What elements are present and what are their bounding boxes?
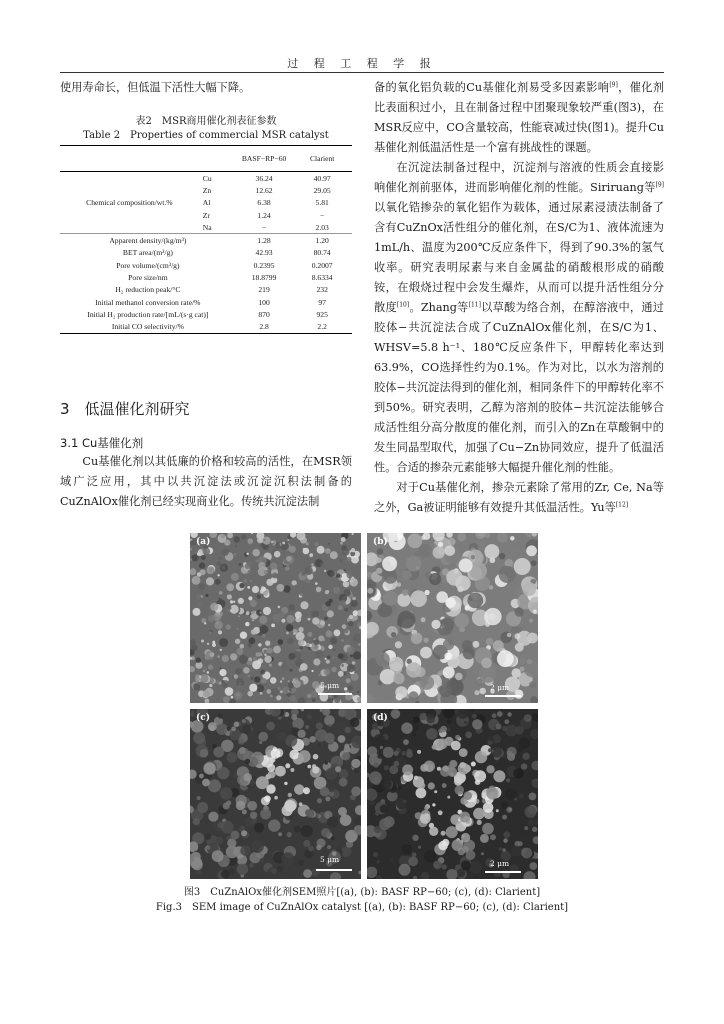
value-cell: − <box>261 222 267 232</box>
citation: [10] <box>396 301 410 309</box>
scale-bar <box>485 871 521 873</box>
text-run: 对于Cu基催化剂，掺杂元素除了常用的Zr, Ce, Na等之外，Ga被证明能够有效提升其低温活性。Yu等 <box>374 481 664 514</box>
table-caption-cn: 表2 MSR商用催化剂表征参数 <box>135 116 277 127</box>
subsection-heading: 3.1 Cu基催化剂 <box>60 436 144 450</box>
left-column-bottom <box>60 452 352 512</box>
value-cell: 232 <box>316 285 328 295</box>
row-label <box>60 184 199 196</box>
table-row <box>60 209 352 221</box>
value-cell: 1.24 <box>257 210 271 220</box>
left-column-top <box>60 78 352 98</box>
row-label: H₂ reduction peak/°C <box>115 285 181 295</box>
value-cell: 2.2 <box>317 322 327 332</box>
paragraph: 使用寿命长，但低温下活性大幅下降。 <box>60 81 251 94</box>
table-row <box>60 321 352 334</box>
citation: [9] <box>609 81 618 89</box>
value-cell: − <box>320 210 325 220</box>
row-label: Initial H₂ production rate/[mL/(s·g cat)] <box>87 309 209 319</box>
right-column <box>374 78 664 518</box>
value-cell: 6.38 <box>257 198 271 208</box>
row-label <box>60 209 199 221</box>
journal-header: 过 程 工 程 学 报 <box>287 57 437 70</box>
properties-table <box>60 145 352 334</box>
table-row <box>60 184 352 196</box>
col-header-clarient: Clarient <box>309 154 335 163</box>
paragraph <box>374 158 664 478</box>
scale-label: 5 μm <box>320 681 340 690</box>
row-label: Pore volume/(cm³/g) <box>116 260 180 270</box>
scale-label: 2 μm <box>490 859 510 868</box>
value-cell: 219 <box>258 285 270 295</box>
text-run: 以草酸为络合剂，在醇溶液中，通过胶体−共沉淀法合成了CuZnAlOx催化剂，在S/C为1、WHSV=5.8 h⁻¹、180℃反应条件下，甲醇转化率达到63.9%，CO选择性约为0.1%。作为对比，以水为溶剂的胶体−共沉淀法得到的催化剂，相同条件下的甲醇转化率不到50%。研究表明，乙醇为溶剂的胶体−共沉淀法能够合成活性组分高分散度的催化剂，而引入的Zn在草酸铜中的发生同晶型取代，加强了Cu−Zn协同效应，提升了低温活性。合适的掺杂元素能够大幅提升催化剂的性能。 <box>374 301 664 474</box>
sem-panel-c <box>190 709 361 879</box>
text-run: Cu基催化剂以其低廉的价格和较高的活性，在MSR领域广泛应用，其中以共沉淀法或沉淀沉积法制备的CuZnAlOx催化剂已经实现商业化。传统共沉淀法制 <box>60 455 352 508</box>
sem-panel-d <box>367 709 538 879</box>
text-run: 备的氧化铝负载的Cu基催化剂易受多因素影响 <box>374 81 610 94</box>
value-cell: 100 <box>258 297 270 307</box>
scale-label: 5 μm <box>320 855 340 864</box>
element-cell: Al <box>202 198 211 208</box>
element-cell: Zn <box>202 185 212 195</box>
value-cell: 12.62 <box>255 185 273 195</box>
paragraph <box>374 478 664 518</box>
value-cell: 29.05 <box>313 185 331 195</box>
sem-panel-b <box>367 533 538 703</box>
table-row <box>60 284 352 296</box>
scale-bar <box>485 695 521 697</box>
element-cell: Zr <box>202 210 210 220</box>
sem-figure <box>190 533 540 879</box>
value-cell: 5.81 <box>315 198 329 208</box>
citation: [9] <box>655 181 664 189</box>
section-heading: 3 低温催化剂研究 <box>60 400 190 418</box>
panel-label: (b) <box>373 537 388 547</box>
table-row <box>60 271 352 283</box>
panel-label: (a) <box>196 537 211 547</box>
row-label: Chemical composition/wt.% <box>86 198 173 208</box>
value-cell: 42.93 <box>255 248 273 258</box>
text-run: ，催化剂比表面积过小，且在制备过程中团聚现象较严重(图3)，在MSR反应中，CO含量较高，性能衰减过快(图1)。提升Cu基催化剂低温活性是一个富有挑战性的课题。 <box>374 81 664 154</box>
header-rule <box>60 72 664 73</box>
text-run: 以氧化锆掺杂的氧化铝作为载体，通过尿素浸渍法制备了含有CuZnOx活性组分的催化剂，在S/C为1、液体流速为1mL/h、温度为200℃反应条件下，得到了90.3%的氢气收率。研究表明尿素与来自金属盐的硝酸根形成的硝酸铵，在煅烧过程中会发生爆炸，从而可以提升活性组分分散度 <box>374 201 664 314</box>
table-row <box>60 172 352 185</box>
scale-bar <box>316 869 352 871</box>
element-cell: Cu <box>202 173 212 183</box>
citation: [12] <box>615 501 629 509</box>
row-label: Apparent density/(kg/m³) <box>109 236 187 246</box>
paragraph <box>374 78 664 158</box>
figure-caption-en: Fig.3 SEM image of CuZnAlOx catalyst [(a), (b): BASF RP−60; (c), (d): Clarient] <box>155 902 569 913</box>
value-cell: 18.8799 <box>251 273 277 283</box>
value-cell: 0.2395 <box>253 260 275 270</box>
value-cell: 870 <box>258 309 270 319</box>
value-cell: 925 <box>316 309 328 319</box>
scale-label: 2 μm <box>490 683 510 692</box>
row-label <box>60 172 199 185</box>
value-cell: 40.97 <box>313 173 331 183</box>
row-label: Initial CO selectivity/% <box>111 322 184 332</box>
table-caption-en: Table 2 Properties of commercial MSR catalyst <box>83 130 329 141</box>
panel-label: (d) <box>373 713 388 723</box>
sem-panel-a <box>190 533 361 703</box>
table-row <box>60 221 352 234</box>
col-header-basf: BASF−RP−60 <box>241 154 287 163</box>
value-cell: 1.20 <box>315 236 329 246</box>
paragraph <box>60 452 352 512</box>
figure-caption-cn: 图3 CuZnAlOx催化剂SEM照片[(a), (b): BASF RP−60; (c), (d): Clarient] <box>183 887 541 898</box>
citation: [11] <box>468 301 481 309</box>
table-row <box>60 197 352 209</box>
value-cell: 1.28 <box>257 236 271 246</box>
value-cell: 2.8 <box>259 322 269 332</box>
row-label <box>60 221 199 234</box>
row-label: BET area/(m²/g) <box>122 248 173 258</box>
table-row <box>60 247 352 259</box>
scale-bar <box>318 693 352 695</box>
table-row <box>60 234 352 247</box>
value-cell: 97 <box>318 297 326 307</box>
value-cell: 0.2007 <box>311 260 333 270</box>
value-cell: 36.24 <box>255 173 273 183</box>
text-run: 在沉淀法制备过程中，沉淀剂与溶液的性质会直接影响催化剂前驱体，进而影响催化剂的性能。Siriruang等 <box>374 161 664 194</box>
value-cell: 2.03 <box>315 222 329 232</box>
element-cell: Na <box>202 222 212 232</box>
panel-label: (c) <box>196 713 210 723</box>
value-cell: 80.74 <box>313 248 331 258</box>
table-row <box>60 259 352 271</box>
row-label: Initial methanol conversion rate/% <box>95 297 201 307</box>
text-run: 。Zhang等 <box>409 301 469 314</box>
row-label: Pore size/nm <box>128 273 168 283</box>
table-row <box>60 308 352 320</box>
value-cell: 8.6334 <box>311 273 333 283</box>
table-row <box>60 296 352 308</box>
